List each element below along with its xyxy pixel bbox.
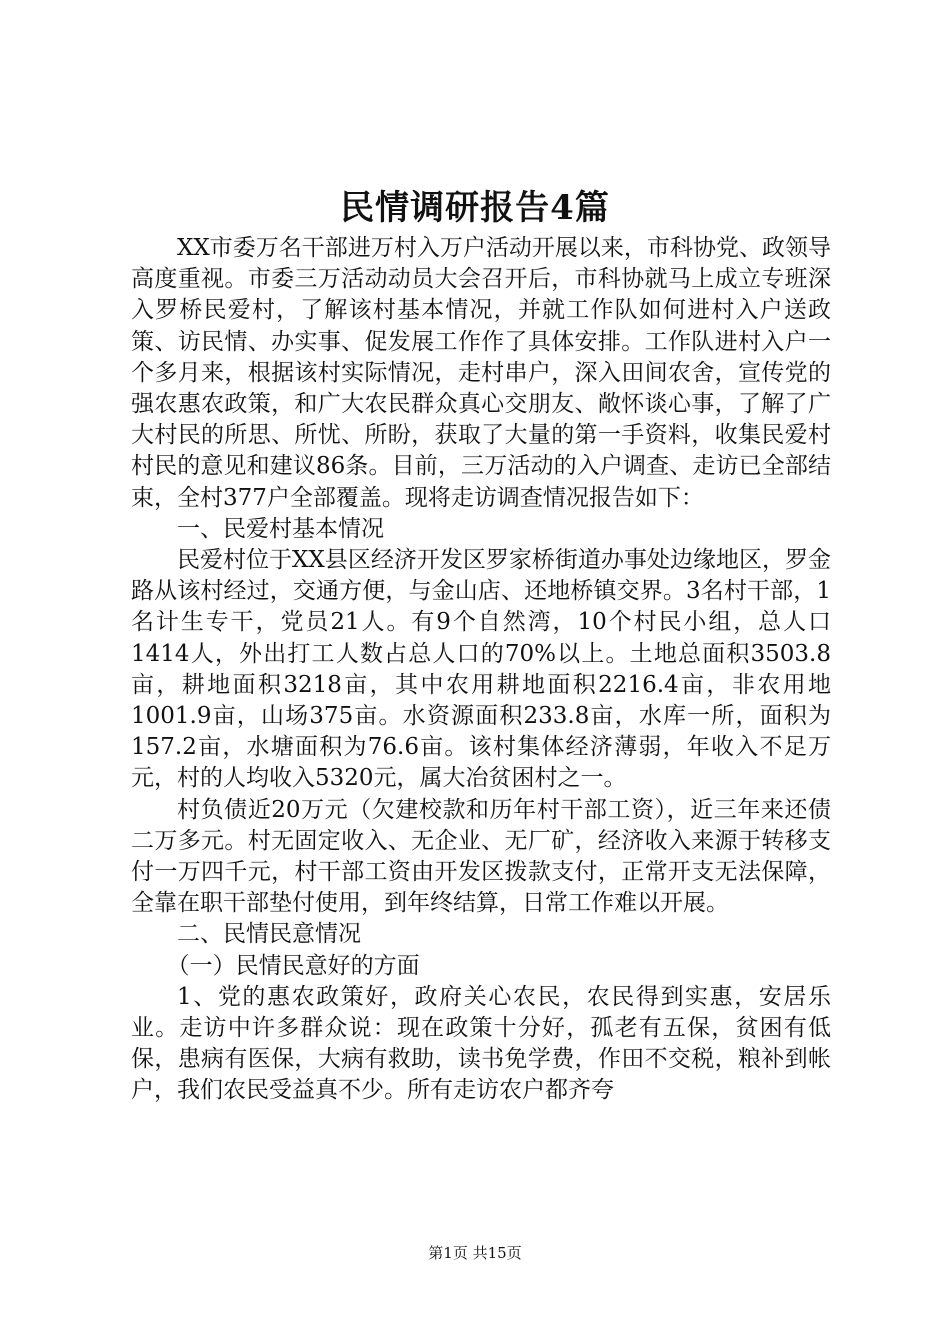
paragraph-village-overview: 民爱村位于XX县区经济开发区罗家桥街道办事处边缘地区，罗金路从该村经过，交通方便，与金山店、还地桥镇交界。3名村干部，1名计生专干，党员21人。有9个自然湾，10个村民小组，总人口1414人，外出打工人数占总人口的70%以上。土地总面积3503.8亩，耕地面积3218亩，其中农用耕地面积2216.4亩，非农用地1001.9亩，山场375亩。水资源面积233.8亩，水库一所，面积为157.2亩，水塘面积为76.6亩。该村集体经济薄弱，年收入不足万元，村的人均收入5320元，属大冶贫困村之一。	[131, 547, 831, 792]
section-heading-1: 一、民爱村基本情况	[177, 515, 384, 542]
paragraph-intro: XX市委万名干部进万村入万户活动开展以来，市科协党、政领导高度重视。市委三万活动动员大会召开后，市科协就马上成立专班深入罗桥民爱村，了解该村基本情况，并就工作队如何进村入户送政策、访民情、办实事、促发展工作作了具体安排。工作队进村入户一个多月来，根据该村实际情况，走村串户，深入田间农舍，宣传党的强农惠农政策，和广大农民群众真心交朋友、敞怀谈心事，了解了广大村民的所思、所忧、所盼，获取了大量的第一手资料，收集民爱村村民的意见和建议86条。目前，三万活动的入户调查、走访已全部结束，全村377户全部覆盖。现将走访调查情况报告如下：	[131, 235, 831, 511]
section-heading-2: 二、民情民意情况	[177, 921, 361, 948]
page-footer: 第1页 共15页	[428, 1244, 522, 1262]
document-body	[131, 233, 831, 1107]
paragraph-policy: 1、党的惠农政策好，政府关心农民，农民得到实惠，安居乐业。走访中许多群众说：现在政策十分好，孤老有五保，贫困有低保，患病有医保，大病有救助，读书免学费，作田不交税，粮补到帐户，我们农民受益真不少。所有走访农户都齐夸	[131, 983, 831, 1104]
paragraph-village-debt: 村负债近20万元（欠建校款和历年村干部工资），近三年来还债二万多元。村无固定收入、无企业、无厂矿，经济收入来源于转移支付一万四千元，村干部工资由开发区拨款支付，正常开支无法保障，全靠在职干部垫付使用，到年终结算，日常工作难以开展。	[131, 796, 831, 917]
subsection-heading-1: （一）民情民意好的方面	[166, 952, 420, 979]
document-title: 民情调研报告4篇	[340, 188, 610, 228]
